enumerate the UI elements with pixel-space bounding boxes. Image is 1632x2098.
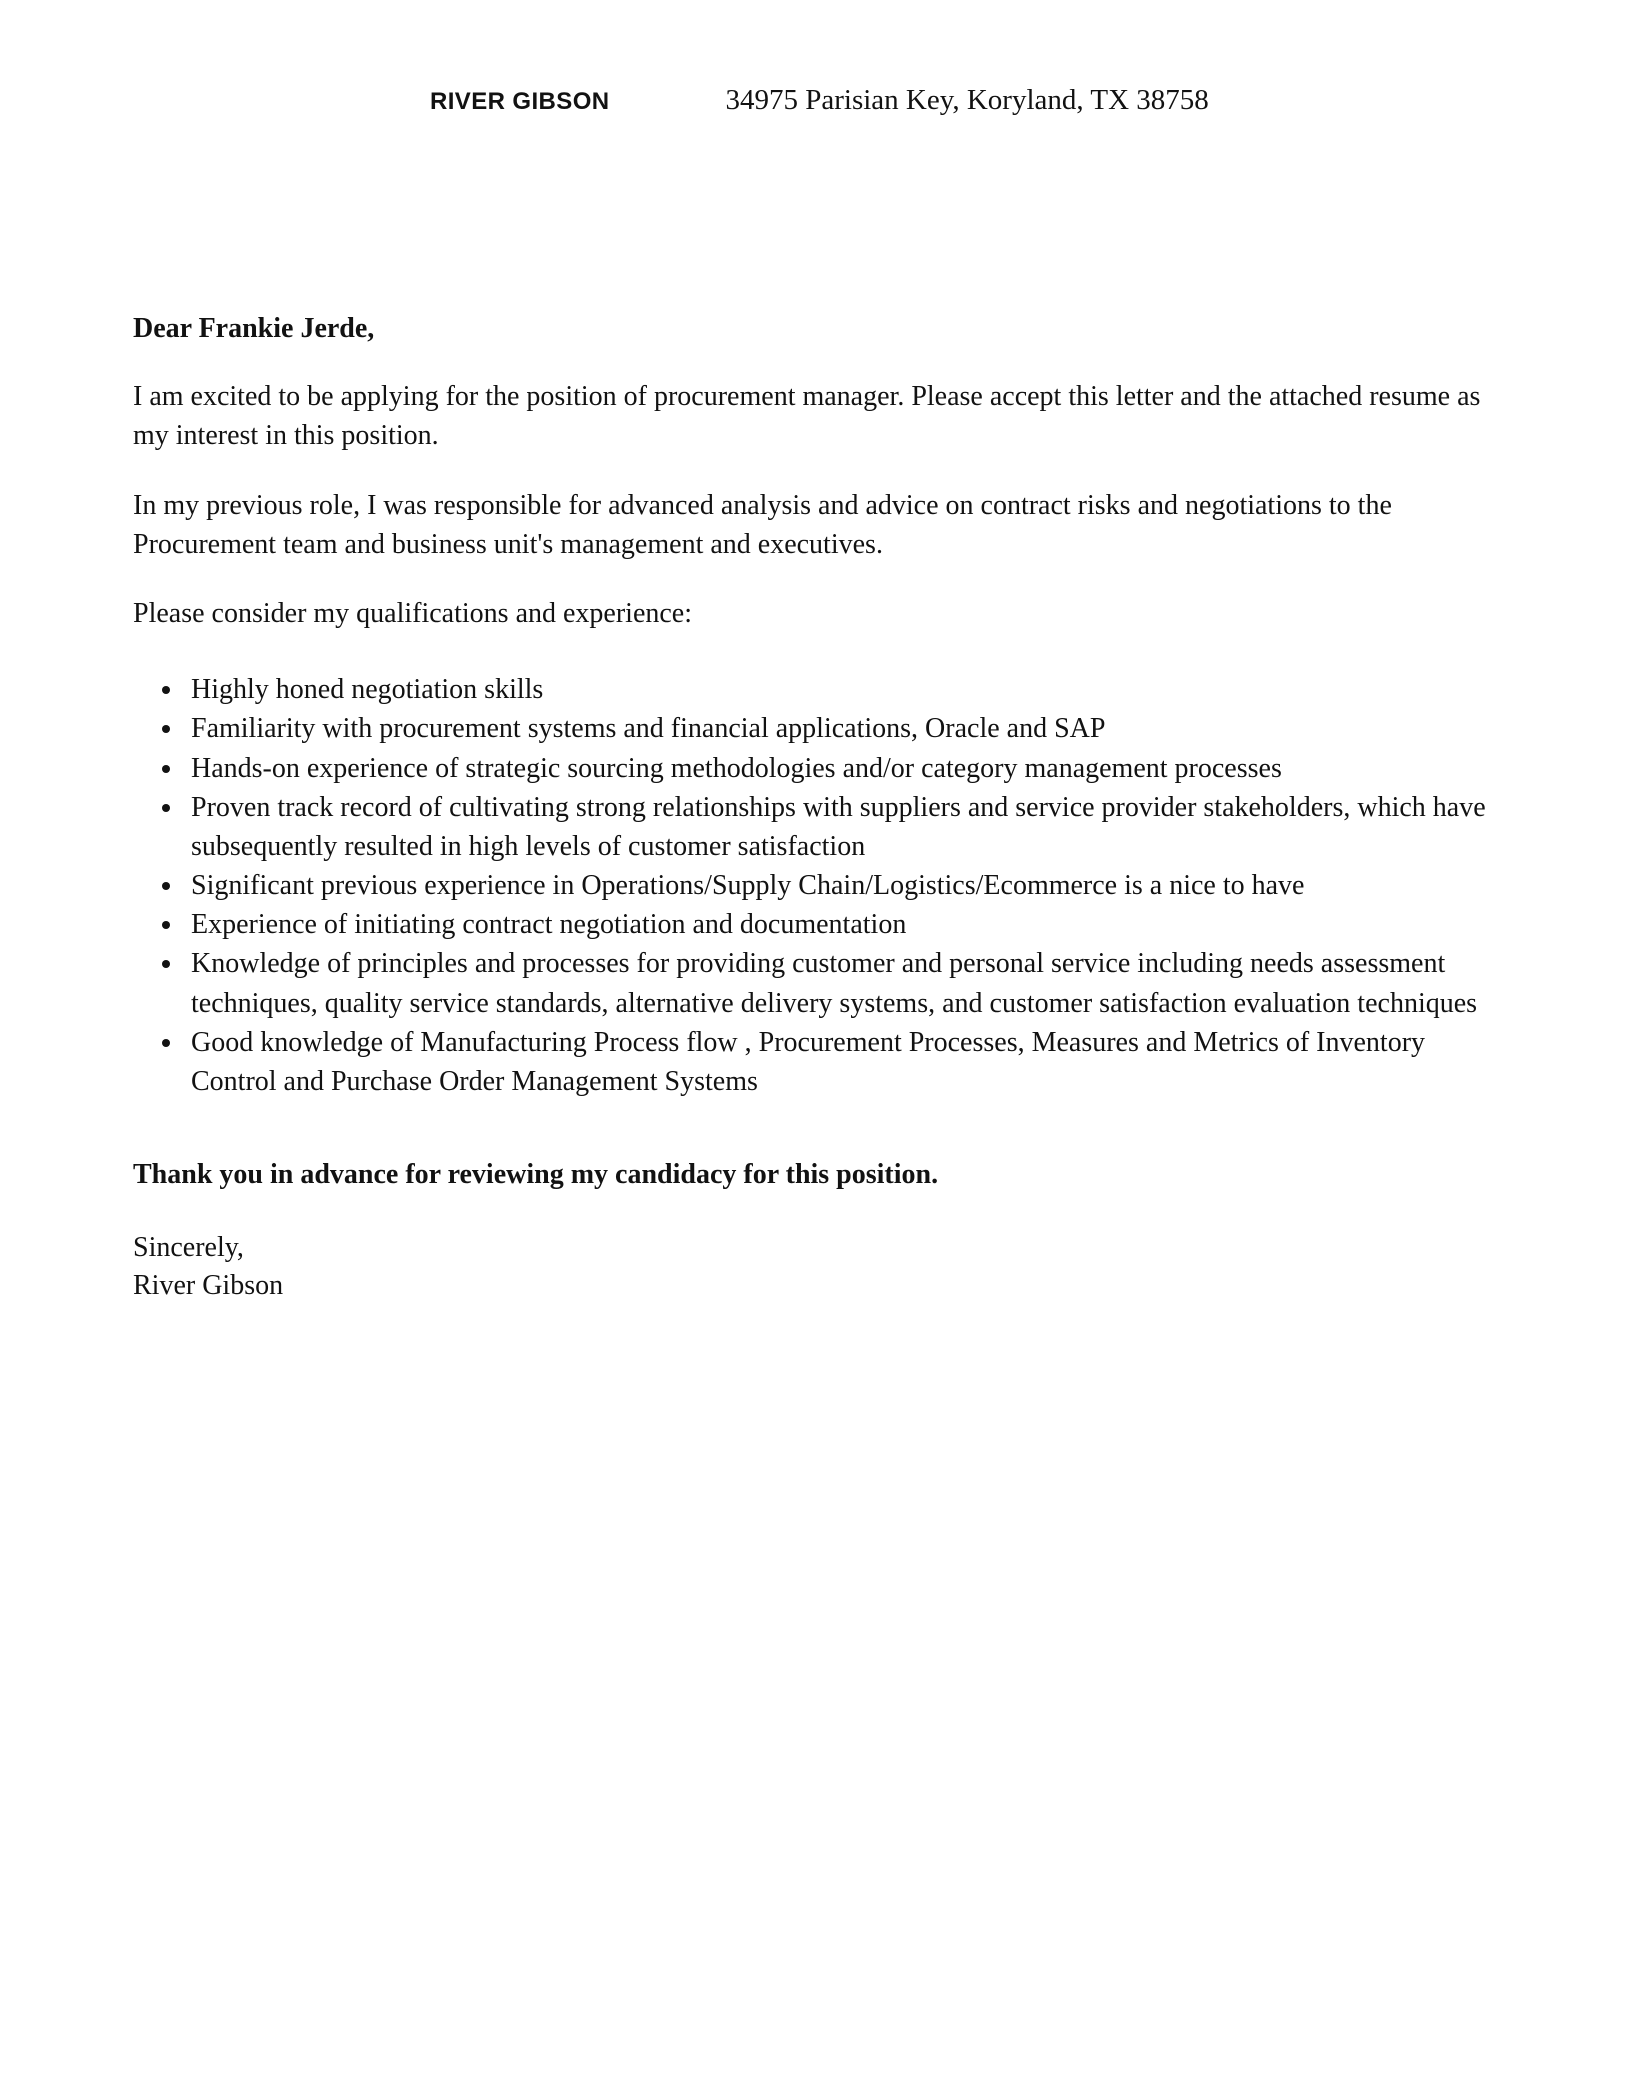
letter-body — [133, 309, 1502, 1305]
closing-statement: Thank you in advance for reviewing my candidacy for this position. — [133, 1159, 939, 1191]
qualification-item: • Familiarity with procurement systems and financial applications, Oracle and SAP — [185, 709, 1502, 748]
qualification-item: • Significant previous experience in Operations/Supply Chain/Logistics/Ecommerce is a nice to have — [185, 866, 1502, 905]
qualification-item: • Good knowledge of Manufacturing Process flow , Procurement Processes, Measures and Metrics of Inventory Control and Purchase Order Management Systems — [185, 1023, 1502, 1101]
paragraph-qualifications-lead: Please consider my qualifications and experience: — [133, 597, 693, 629]
paragraph-previous-role: In my previous role, I was responsible for advanced analysis and advice on contract risks and negotiations to the Procurement team and business unit's management and executives. — [133, 489, 1392, 560]
sender-address: 34975 Parisian Key, Koryland, TX 38758 — [725, 84, 1209, 116]
paragraph-intro: I am excited to be applying for the position of procurement manager. Please accept this letter and the attached resume as my interest in this position. — [133, 381, 1481, 452]
signoff: Sincerely, — [133, 1232, 244, 1264]
sender-name: RIVER GIBSON — [430, 88, 610, 115]
qualification-item: • Knowledge of principles and processes for providing customer and personal service including needs assessment techniques, quality service standards, alternative delivery systems, and customer satisfaction evaluation techniques — [185, 944, 1502, 1022]
qualification-item: • Highly honed negotiation skills — [185, 670, 1502, 709]
signature-name: River Gibson — [133, 1270, 284, 1302]
qualification-item: • Hands-on experience of strategic sourcing methodologies and/or category management processes — [185, 749, 1502, 788]
salutation: Dear Frankie Jerde, — [133, 313, 375, 344]
signoff-block — [133, 1229, 1502, 1305]
letter-header — [0, 0, 1632, 117]
qualification-item: • Experience of initiating contract negotiation and documentation — [185, 905, 1502, 944]
qualification-item: • Proven track record of cultivating strong relationships with suppliers and service provider stakeholders, which have subsequently resulted in high levels of customer satisfaction — [185, 788, 1502, 866]
qualifications-list — [133, 670, 1502, 1101]
